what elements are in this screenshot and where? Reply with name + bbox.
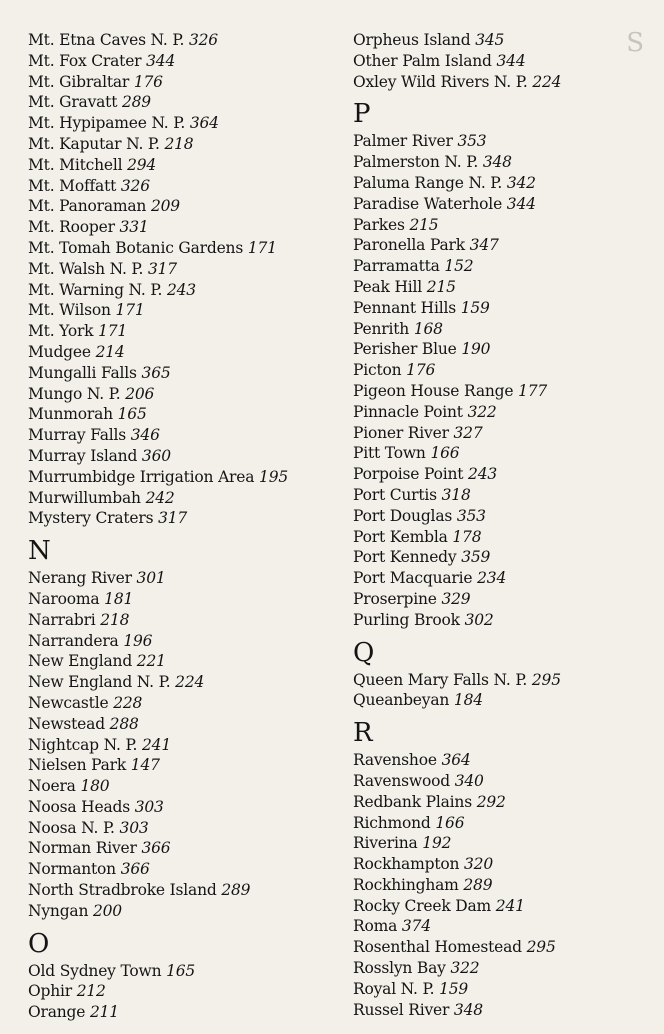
entry-name: Picton <box>353 361 402 380</box>
index-entry <box>353 194 653 215</box>
entry-page-number: 147 <box>130 756 160 775</box>
entry-name: Mt. Warning N. P. <box>28 280 163 299</box>
entry-page-number: 171 <box>115 301 145 320</box>
index-entry <box>28 446 333 467</box>
entry-name: Pioner River <box>353 423 449 442</box>
entry-page-number: 171 <box>247 238 277 257</box>
entry-name: Mungalli Falls <box>28 363 137 382</box>
index-entry <box>28 113 333 134</box>
index-entry <box>353 875 653 896</box>
entry-name: Parramatta <box>353 257 440 276</box>
entry-page-number: 366 <box>141 839 171 858</box>
entry-name: Murwillumbah <box>28 488 141 507</box>
index-entry <box>353 298 653 319</box>
entry-name: Ophir <box>28 982 72 1001</box>
entry-page-number: 190 <box>461 340 491 359</box>
entry-name: Narrandera <box>28 631 119 650</box>
entry-name: Parkes <box>353 215 405 234</box>
entry-name: Mystery Craters <box>28 509 154 528</box>
index-entry <box>28 859 333 880</box>
index-entry <box>353 485 653 506</box>
entry-name: Noosa Heads <box>28 797 130 816</box>
index-entry <box>28 321 333 342</box>
entry-page-number: 360 <box>141 446 171 465</box>
index-entry <box>28 755 333 776</box>
index-entry <box>353 958 653 979</box>
entry-page-number: 320 <box>464 855 493 874</box>
entry-page-number: 327 <box>453 423 483 442</box>
entry-name: Purling Brook <box>353 610 460 629</box>
index-entry <box>28 467 333 488</box>
entry-name: Mt. Fox Crater <box>28 51 142 70</box>
entry-page-number: 168 <box>413 319 443 338</box>
index-entry <box>28 797 333 818</box>
index-entry <box>353 256 653 277</box>
entry-name: Peak Hill <box>353 277 423 296</box>
index-entry <box>28 901 333 922</box>
entry-page-number: 322 <box>450 959 480 978</box>
index-entry <box>353 173 653 194</box>
entry-name: Pitt Town <box>353 444 426 463</box>
entry-page-number: 342 <box>506 173 536 192</box>
index-entry <box>28 384 333 405</box>
index-entry <box>28 508 333 529</box>
entry-name: Orange <box>28 1003 86 1022</box>
index-entry <box>28 838 333 859</box>
entry-page-number: 214 <box>95 342 125 361</box>
entry-name: Norman River <box>28 839 137 858</box>
index-entry <box>28 631 333 652</box>
entry-page-number: 295 <box>526 938 556 957</box>
entry-page-number: 241 <box>495 896 525 915</box>
entry-page-number: 317 <box>147 259 177 278</box>
entry-name: Pigeon House Range <box>353 381 514 400</box>
entry-name: Narrabri <box>28 610 96 629</box>
entry-page-number: 331 <box>119 218 149 237</box>
entry-name: Paronella Park <box>353 236 465 255</box>
entry-name: Mt. Mitchell <box>28 155 123 174</box>
entry-name: Ravenshoe <box>353 751 437 770</box>
entry-page-number: 353 <box>457 132 487 151</box>
entry-page-number: 301 <box>136 569 166 588</box>
index-entry <box>28 92 333 113</box>
entry-name: Murray Island <box>28 446 138 465</box>
entry-page-number: 181 <box>104 589 134 608</box>
section-letter: Q <box>353 637 375 668</box>
index-entry <box>28 714 333 735</box>
index-entry <box>353 30 653 51</box>
entry-page-number: 165 <box>166 961 196 980</box>
index-entry <box>353 1000 653 1021</box>
entry-page-number: 195 <box>259 467 289 486</box>
entry-page-number: 243 <box>468 465 498 484</box>
entry-name: Port Macquarie <box>353 569 473 588</box>
entry-page-number: 347 <box>469 236 499 255</box>
entry-page-number: 322 <box>467 402 497 421</box>
index-entry <box>28 693 333 714</box>
entry-name: Mt. Gibraltar <box>28 72 130 91</box>
left-column <box>28 30 333 1023</box>
entry-page-number: 348 <box>453 1000 483 1019</box>
index-entry <box>28 589 333 610</box>
entry-page-number: 209 <box>150 197 180 216</box>
entry-name: Mt. Etna Caves N. P. <box>28 31 185 49</box>
entry-page-number: 317 <box>158 509 188 528</box>
entry-page-number: 243 <box>166 280 196 299</box>
entry-page-number: 345 <box>475 31 505 49</box>
entry-page-number: 192 <box>422 834 452 853</box>
entry-page-number: 374 <box>401 917 431 936</box>
entry-name: Palmer River <box>353 132 453 151</box>
entry-page-number: 303 <box>119 818 149 837</box>
index-entry <box>28 776 333 797</box>
index-entry <box>353 506 653 527</box>
entry-name: Orpheus Island <box>353 31 471 49</box>
entry-page-number: 359 <box>461 548 491 567</box>
entry-page-number: 326 <box>188 31 218 49</box>
entry-page-number: 212 <box>76 982 106 1001</box>
entry-name: Port Kembla <box>353 527 448 546</box>
entry-name: Newstead <box>28 714 105 733</box>
entry-name: Mt. Panoraman <box>28 197 147 216</box>
entry-page-number: 344 <box>146 51 176 70</box>
index-entry <box>28 488 333 509</box>
entry-name: Mt. Rooper <box>28 218 115 237</box>
entry-name: Penrith <box>353 319 410 338</box>
entry-name: Ravenswood <box>353 771 450 790</box>
entry-page-number: 366 <box>120 860 150 879</box>
index-entry <box>28 961 333 982</box>
entry-name: Rosenthal Homestead <box>353 938 522 957</box>
entry-name: Noosa N. P. <box>28 818 115 837</box>
entry-name: New England <box>28 652 133 671</box>
entry-name: Narooma <box>28 589 100 608</box>
entry-name: North Stradbroke Island <box>28 881 217 900</box>
entry-name: Pennant Hills <box>353 298 456 317</box>
entry-page-number: 171 <box>98 322 128 341</box>
entry-name: Mt. York <box>28 322 94 341</box>
index-entry <box>353 813 653 834</box>
index-entry <box>28 404 333 425</box>
entry-page-number: 178 <box>452 527 482 546</box>
entry-page-number: 289 <box>463 875 493 894</box>
index-entry <box>353 589 653 610</box>
entry-page-number: 364 <box>189 114 219 133</box>
entry-page-number: 318 <box>441 485 471 504</box>
ghost-section-letter: S <box>626 28 644 58</box>
entry-page-number: 294 <box>127 155 157 174</box>
entry-name: Rockhampton <box>353 855 460 874</box>
entry-name: Oxley Wild Rivers N. P. <box>353 72 528 91</box>
entry-name: Russel River <box>353 1000 450 1019</box>
entry-name: Riverina <box>353 834 418 853</box>
index-entry <box>353 215 653 236</box>
entry-name: Porpoise Point <box>353 465 464 484</box>
index-entry <box>28 651 333 672</box>
entry-page-number: 159 <box>460 298 490 317</box>
entry-name: Mt. Gravatt <box>28 93 118 112</box>
entry-name: Noera <box>28 777 76 796</box>
entry-name: Normanton <box>28 860 116 879</box>
entry-page-number: 326 <box>120 176 150 195</box>
index-entry <box>353 131 653 152</box>
index-entry <box>28 363 333 384</box>
entry-name: Munmorah <box>28 405 113 424</box>
entry-page-number: 176 <box>133 72 163 91</box>
index-entry <box>353 670 653 691</box>
index-entry <box>353 402 653 423</box>
entry-name: Rosslyn Bay <box>353 959 446 978</box>
entry-page-number: 196 <box>123 631 153 650</box>
entry-page-number: 340 <box>454 771 484 790</box>
entry-name: Mudgee <box>28 342 91 361</box>
index-entry <box>353 854 653 875</box>
index-entry <box>28 72 333 93</box>
section-letter: P <box>353 99 371 130</box>
entry-name: Mt. Moffatt <box>28 176 117 195</box>
entry-page-number: 215 <box>426 277 456 296</box>
index-entry <box>353 690 653 711</box>
index-entry <box>353 547 653 568</box>
right-column <box>353 30 653 1020</box>
entry-name: Mungo N. P. <box>28 384 121 403</box>
section-letter: R <box>353 718 373 749</box>
entry-name: Newcastle <box>28 693 109 712</box>
entry-name: Other Palm Island <box>353 51 492 70</box>
index-entry <box>28 51 333 72</box>
index-entry <box>353 750 653 771</box>
index-entry <box>28 217 333 238</box>
entry-name: Nightcap N. P. <box>28 735 138 754</box>
section-letter: O <box>28 928 50 959</box>
index-entry <box>353 979 653 1000</box>
index-entry <box>28 155 333 176</box>
entry-page-number: 242 <box>145 488 175 507</box>
index-entry <box>353 937 653 958</box>
entry-page-number: 364 <box>441 751 471 770</box>
index-entry <box>28 425 333 446</box>
entry-page-number: 221 <box>136 652 166 671</box>
index-entry <box>353 319 653 340</box>
index-entry <box>353 277 653 298</box>
entry-page-number: 206 <box>125 384 155 403</box>
index-entry <box>353 527 653 548</box>
index-entry <box>28 134 333 155</box>
entry-page-number: 215 <box>409 215 439 234</box>
entry-name: Queen Mary Falls N. P. <box>353 670 528 689</box>
entry-name: Old Sydney Town <box>28 961 162 980</box>
entry-page-number: 344 <box>506 194 536 213</box>
index-entry <box>28 176 333 197</box>
entry-page-number: 177 <box>518 381 548 400</box>
index-entry <box>353 833 653 854</box>
section-letter: N <box>28 536 51 567</box>
index-entry <box>28 568 333 589</box>
entry-name: Palmerston N. P. <box>353 153 479 172</box>
index-entry <box>28 672 333 693</box>
entry-name: Nerang River <box>28 569 132 588</box>
entry-page-number: 152 <box>444 257 474 276</box>
entry-name: Nielsen Park <box>28 756 127 775</box>
entry-page-number: 159 <box>439 979 469 998</box>
entry-page-number: 218 <box>164 134 194 153</box>
entry-page-number: 165 <box>117 405 147 424</box>
index-entry <box>353 916 653 937</box>
entry-name: Perisher Blue <box>353 340 457 359</box>
index-entry <box>28 280 333 301</box>
entry-page-number: 292 <box>476 792 506 811</box>
entry-page-number: 348 <box>482 153 512 172</box>
entry-name: Paradise Waterhole <box>353 194 503 213</box>
entry-name: Royal N. P. <box>353 979 435 998</box>
index-entry <box>28 30 333 51</box>
entry-name: Mt. Tomah Botanic Gardens <box>28 238 244 257</box>
entry-page-number: 295 <box>531 670 561 689</box>
entry-name: Pinnacle Point <box>353 402 463 421</box>
index-entry <box>28 300 333 321</box>
entry-name: Rockhingham <box>353 875 459 894</box>
entry-name: Port Curtis <box>353 485 437 504</box>
index-entry <box>28 735 333 756</box>
index-entry <box>28 981 333 1002</box>
index-entry <box>28 259 333 280</box>
entry-page-number: 303 <box>134 797 164 816</box>
entry-page-number: 166 <box>435 813 465 832</box>
entry-name: Port Kennedy <box>353 548 457 567</box>
entry-name: Paluma Range N. P. <box>353 173 503 192</box>
entry-name: Nyngan <box>28 901 89 920</box>
entry-name: Mt. Wilson <box>28 301 111 320</box>
entry-name: Mt. Kaputar N. P. <box>28 134 160 153</box>
index-entry <box>353 51 653 72</box>
entry-page-number: 184 <box>453 691 483 710</box>
entry-name: Queanbeyan <box>353 691 450 710</box>
entry-page-number: 200 <box>92 901 122 920</box>
index-entry <box>28 1002 333 1023</box>
index-entry <box>353 72 653 93</box>
index-entry <box>28 342 333 363</box>
entry-name: Murrumbidge Irrigation Area <box>28 467 255 486</box>
index-entry <box>28 610 333 631</box>
index-entry <box>353 235 653 256</box>
index-entry <box>353 423 653 444</box>
index-entry <box>28 880 333 901</box>
entry-page-number: 365 <box>141 363 171 382</box>
entry-page-number: 353 <box>456 506 486 525</box>
entry-page-number: 241 <box>142 735 171 754</box>
index-entry <box>28 818 333 839</box>
index-entry <box>28 196 333 217</box>
entry-page-number: 211 <box>89 1003 119 1022</box>
entry-name: Proserpine <box>353 589 437 608</box>
entry-page-number: 180 <box>80 777 110 796</box>
entry-page-number: 289 <box>121 93 151 112</box>
entry-name: Rocky Creek Dam <box>353 896 492 915</box>
entry-name: Port Douglas <box>353 506 453 525</box>
entry-page-number: 234 <box>477 569 507 588</box>
entry-name: Redbank Plains <box>353 792 472 811</box>
index-entry <box>353 360 653 381</box>
entry-name: Roma <box>353 917 398 936</box>
entry-page-number: 344 <box>496 51 526 70</box>
index-entry <box>353 381 653 402</box>
index-entry <box>353 792 653 813</box>
index-entry <box>353 464 653 485</box>
index-entry <box>28 238 333 259</box>
index-entry <box>353 568 653 589</box>
entry-page-number: 329 <box>441 589 471 608</box>
index-entry <box>353 771 653 792</box>
entry-page-number: 176 <box>406 361 436 380</box>
entry-page-number: 224 <box>532 72 562 91</box>
index-entry <box>353 443 653 464</box>
entry-name: Mt. Hypipamee N. P. <box>28 114 186 133</box>
index-entry <box>353 152 653 173</box>
entry-page-number: 346 <box>130 426 160 445</box>
entry-page-number: 228 <box>113 693 143 712</box>
index-entry <box>353 610 653 631</box>
entry-page-number: 166 <box>430 444 460 463</box>
entry-name: Mt. Walsh N. P. <box>28 259 144 278</box>
entry-name: Murray Falls <box>28 426 127 445</box>
entry-name: New England N. P. <box>28 673 171 692</box>
entry-page-number: 288 <box>109 714 139 733</box>
entry-name: Richmond <box>353 813 431 832</box>
entry-page-number: 302 <box>464 610 494 629</box>
entry-page-number: 224 <box>175 673 205 692</box>
entry-page-number: 289 <box>221 881 251 900</box>
index-entry <box>353 896 653 917</box>
index-entry <box>353 339 653 360</box>
entry-page-number: 218 <box>100 610 130 629</box>
